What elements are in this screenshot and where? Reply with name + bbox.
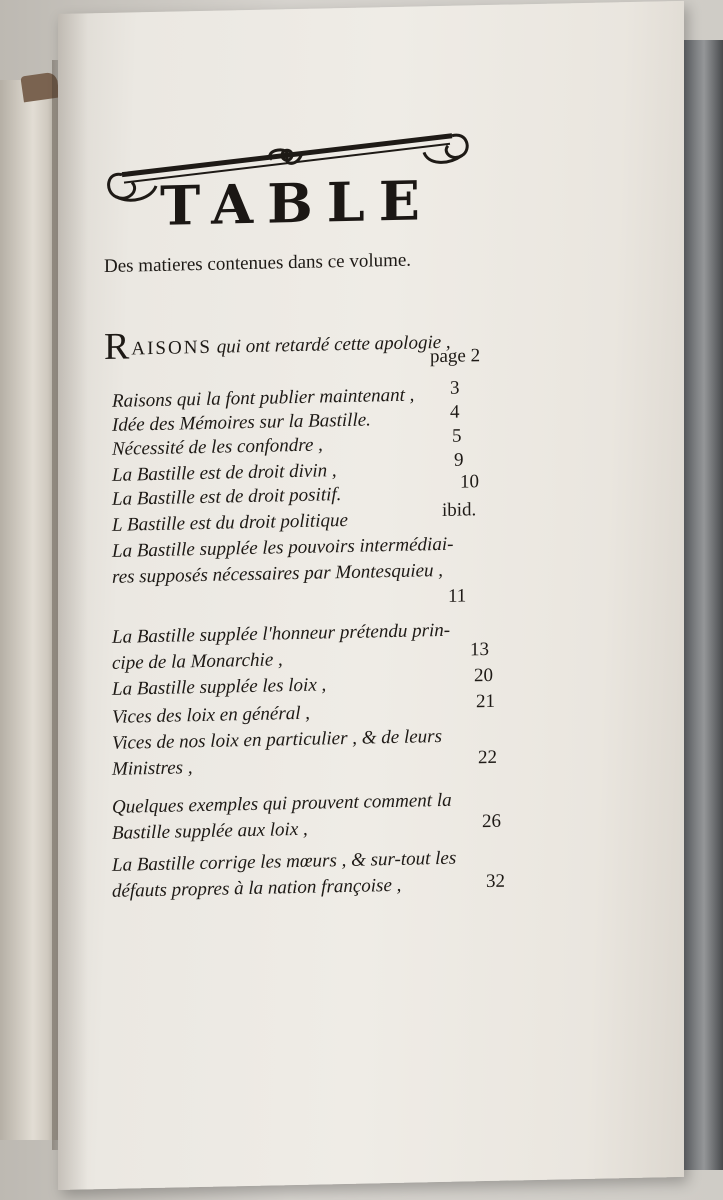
first-entry-smallcaps: AISONS — [131, 336, 212, 360]
toc-entry-page: 11 — [448, 585, 467, 607]
toc-entry-line: Bastille supplée aux loix , — [112, 818, 308, 844]
toc-entry-line: défauts propres à la nation françoise , — [112, 874, 402, 902]
first-entry — [104, 318, 451, 369]
toc-entry-page: 20 — [474, 664, 493, 687]
toc-entry-line: Quelques exemples qui prouvent comment la — [112, 789, 452, 818]
toc-entry-line: Vices des loix en général , — [112, 702, 311, 728]
toc-entry-line: res supposés nécessaires par Montesquieu , — [112, 559, 444, 588]
toc-entry-line: La Bastille supplée l'honneur prétendu prin- — [112, 619, 451, 648]
toc-entry-page: 21 — [476, 690, 495, 713]
toc-entry-line: Raisons qui la font publier maintenant , — [112, 384, 415, 412]
toc-entry-page: 32 — [486, 870, 505, 893]
page-title: TABLE — [160, 168, 434, 238]
toc-entry-line: La Bastille supplée les loix , — [112, 674, 327, 700]
toc-entry-line: Vices de nos loix en particulier , & de leurs — [112, 725, 442, 754]
toc-entry-line: Idée des Mémoires sur la Bastille. — [112, 409, 371, 436]
toc-entry-page: 4 — [450, 401, 460, 423]
toc-entry-page: 5 — [452, 425, 462, 447]
toc-entry-line: Nécessité de les confondre , — [112, 434, 323, 460]
toc-entry-line: La Bastille est de droit divin , — [112, 460, 337, 486]
toc-entry-line: La Bastille corrige les mœurs , & sur-tout les — [112, 847, 457, 876]
toc-entry-page: 22 — [478, 746, 497, 769]
page-content — [58, 1, 684, 1190]
toc-entry-line: Ministres , — [112, 757, 193, 780]
toc-entry-line: La Bastille supplée les pouvoirs intermédiai- — [112, 533, 454, 562]
toc-entry-line: cipe de la Monarchie , — [112, 649, 283, 674]
toc-entry-page: 26 — [482, 810, 501, 833]
page-subtitle: Des matieres contenues dans ce volume. — [104, 249, 412, 278]
toc-entry-page: 10 — [460, 471, 479, 493]
drop-cap: R — [104, 325, 130, 369]
toc-entry-page: 13 — [470, 638, 489, 661]
toc-entry-line: L Bastille est du droit politique — [112, 509, 348, 536]
first-entry-page: page 2 — [430, 345, 481, 368]
toc-entry-page: ibid. — [442, 499, 477, 521]
book-page — [58, 1, 684, 1190]
toc-entry-page: 9 — [454, 449, 464, 471]
toc-entry-line: La Bastille est de droit positif. — [112, 484, 342, 510]
first-entry-text: qui ont retardé cette apologie , — [211, 331, 451, 358]
toc-entry-page: 3 — [450, 377, 460, 399]
